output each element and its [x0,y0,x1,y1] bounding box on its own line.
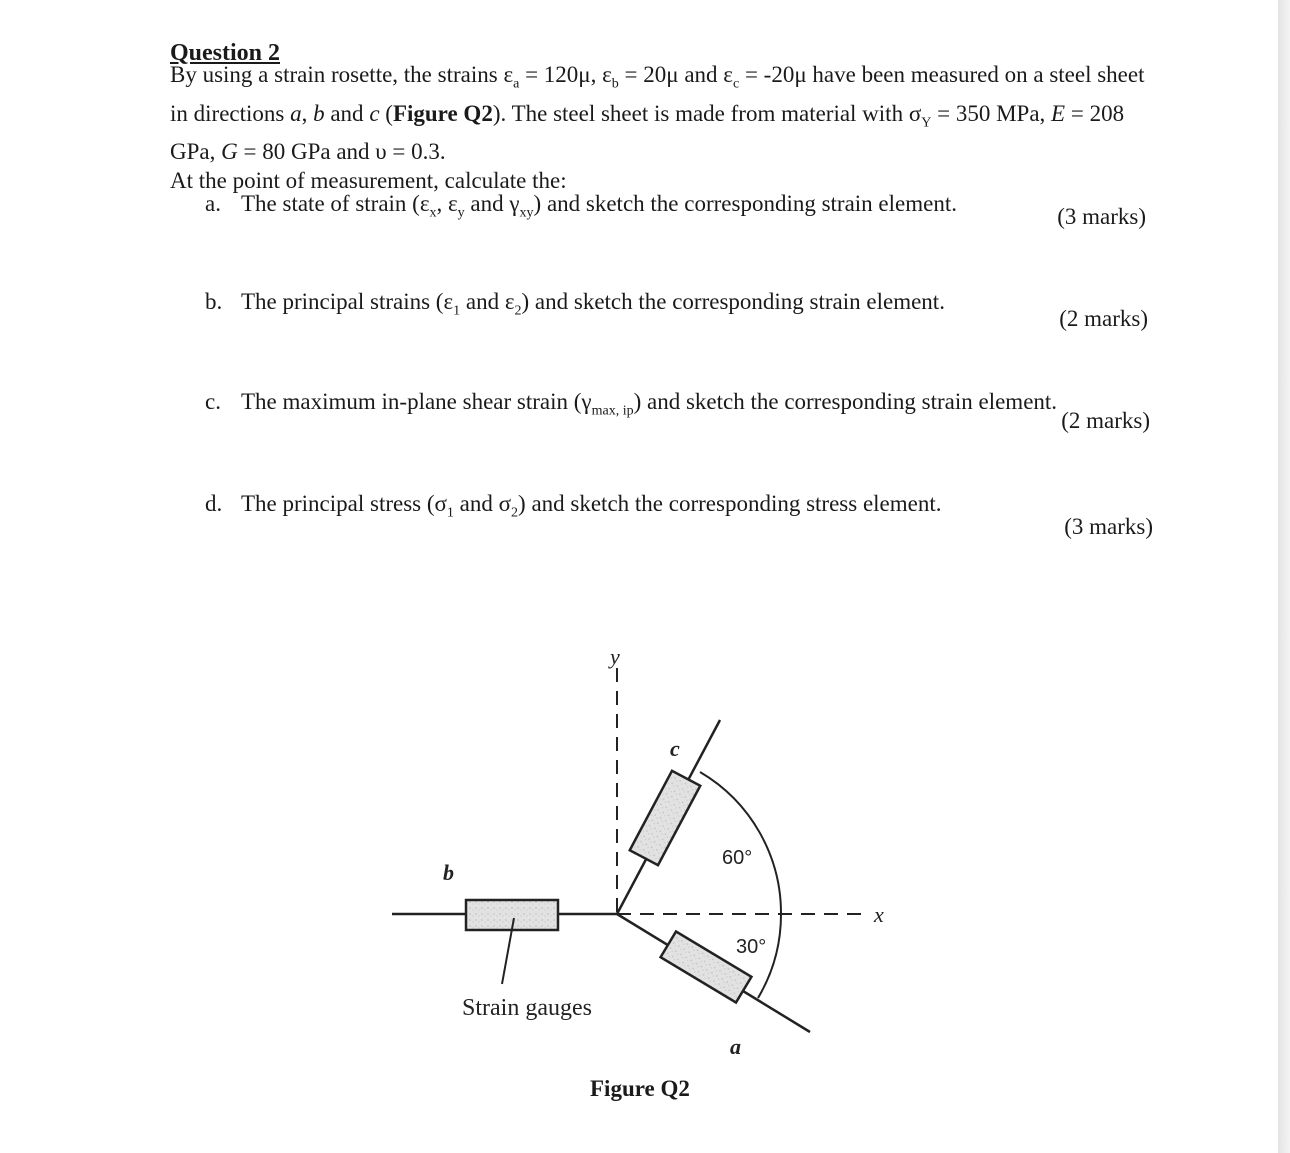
intro-text: , [301,100,314,126]
gauge-c-label: c [670,736,680,761]
intro-text: ( [379,100,393,126]
item-sub: 2 [514,303,522,319]
dir-a: a [290,100,302,126]
item-text: ) and sketch the corresponding strain element. [533,191,957,216]
question-title: Question 2 [170,40,281,66]
item-sub: 1 [453,303,461,319]
item-text: ) and sketch the corresponding stress element. [518,491,942,516]
item-label: d. [205,491,223,516]
intro-text: = 350 MPa, [931,100,1052,126]
intro-text: = 208 GPa, [170,100,1125,165]
axis-x-label: x [874,902,884,927]
item-text: and σ [453,491,512,516]
item-sub: max, ip [591,403,634,419]
sub-y: Y [921,115,932,131]
item-label: a. [205,191,221,216]
item-sub: y [457,205,465,221]
axis-y-label: y [610,644,620,669]
figure-caption: Figure Q2 [590,1076,690,1101]
item-text: ) and sketch the corresponding strain element. [633,389,1058,414]
sub-a: a [513,76,520,92]
intro-text: and [324,100,370,126]
angle-arc-60 [700,772,781,914]
item-text: The principal stress (σ [241,491,447,516]
intro-text: By using a strain rosette, the strains ε [170,62,514,87]
e-symbol: E [1051,100,1066,126]
angle-60-label: 60° [722,847,753,869]
item-text: and γ [464,191,520,216]
dir-c: c [369,100,380,126]
item-text: , ε [436,191,458,216]
intro-text: = 120μ, ε [519,62,612,87]
intro-text: = 20μ and ε [618,62,733,87]
item-text: The principal strains (ε [241,289,454,314]
dir-b: b [313,100,325,126]
item-d-marks: (3 marks) [1064,514,1153,539]
item-text: and ε [460,289,515,314]
item-label: c. [205,389,221,414]
intro-text: ). The steel sheet is made from material with σ [492,100,922,126]
item-label: b. [205,289,223,314]
angle-30-label: 30° [736,936,767,958]
gauge-b-label: b [443,860,454,885]
item-text: The maximum in-plane shear strain (γ [241,389,592,414]
item-c-marks: (2 marks) [1061,408,1150,433]
item-sub: 1 [446,505,454,521]
item-b-marks: (2 marks) [1059,306,1148,331]
item-sub: xy [519,205,534,221]
item-sub: x [429,205,437,221]
item-sub: 2 [511,505,519,521]
sub-c: c [732,76,740,92]
item-a-marks: (3 marks) [1057,204,1146,229]
intro-text: = -20μ have been measured on a steel sheet in directions [170,62,1145,126]
strain-gauges-label: Strain gauges [462,995,592,1021]
gauge-a-label: a [730,1034,741,1059]
intro-instruction: At the point of measurement, calculate the: [170,168,567,194]
g-symbol: G [221,139,238,165]
sub-b: b [611,76,619,92]
figure-reference: Figure Q2 [392,100,493,126]
intro-text: = 80 GPa and υ = 0.3. [237,139,446,165]
item-text: The state of strain (ε [241,191,430,216]
gauge-c-rect [630,771,701,865]
page-edge-shadow [1278,0,1290,1153]
item-text: ) and sketch the corresponding strain element. [521,289,945,314]
